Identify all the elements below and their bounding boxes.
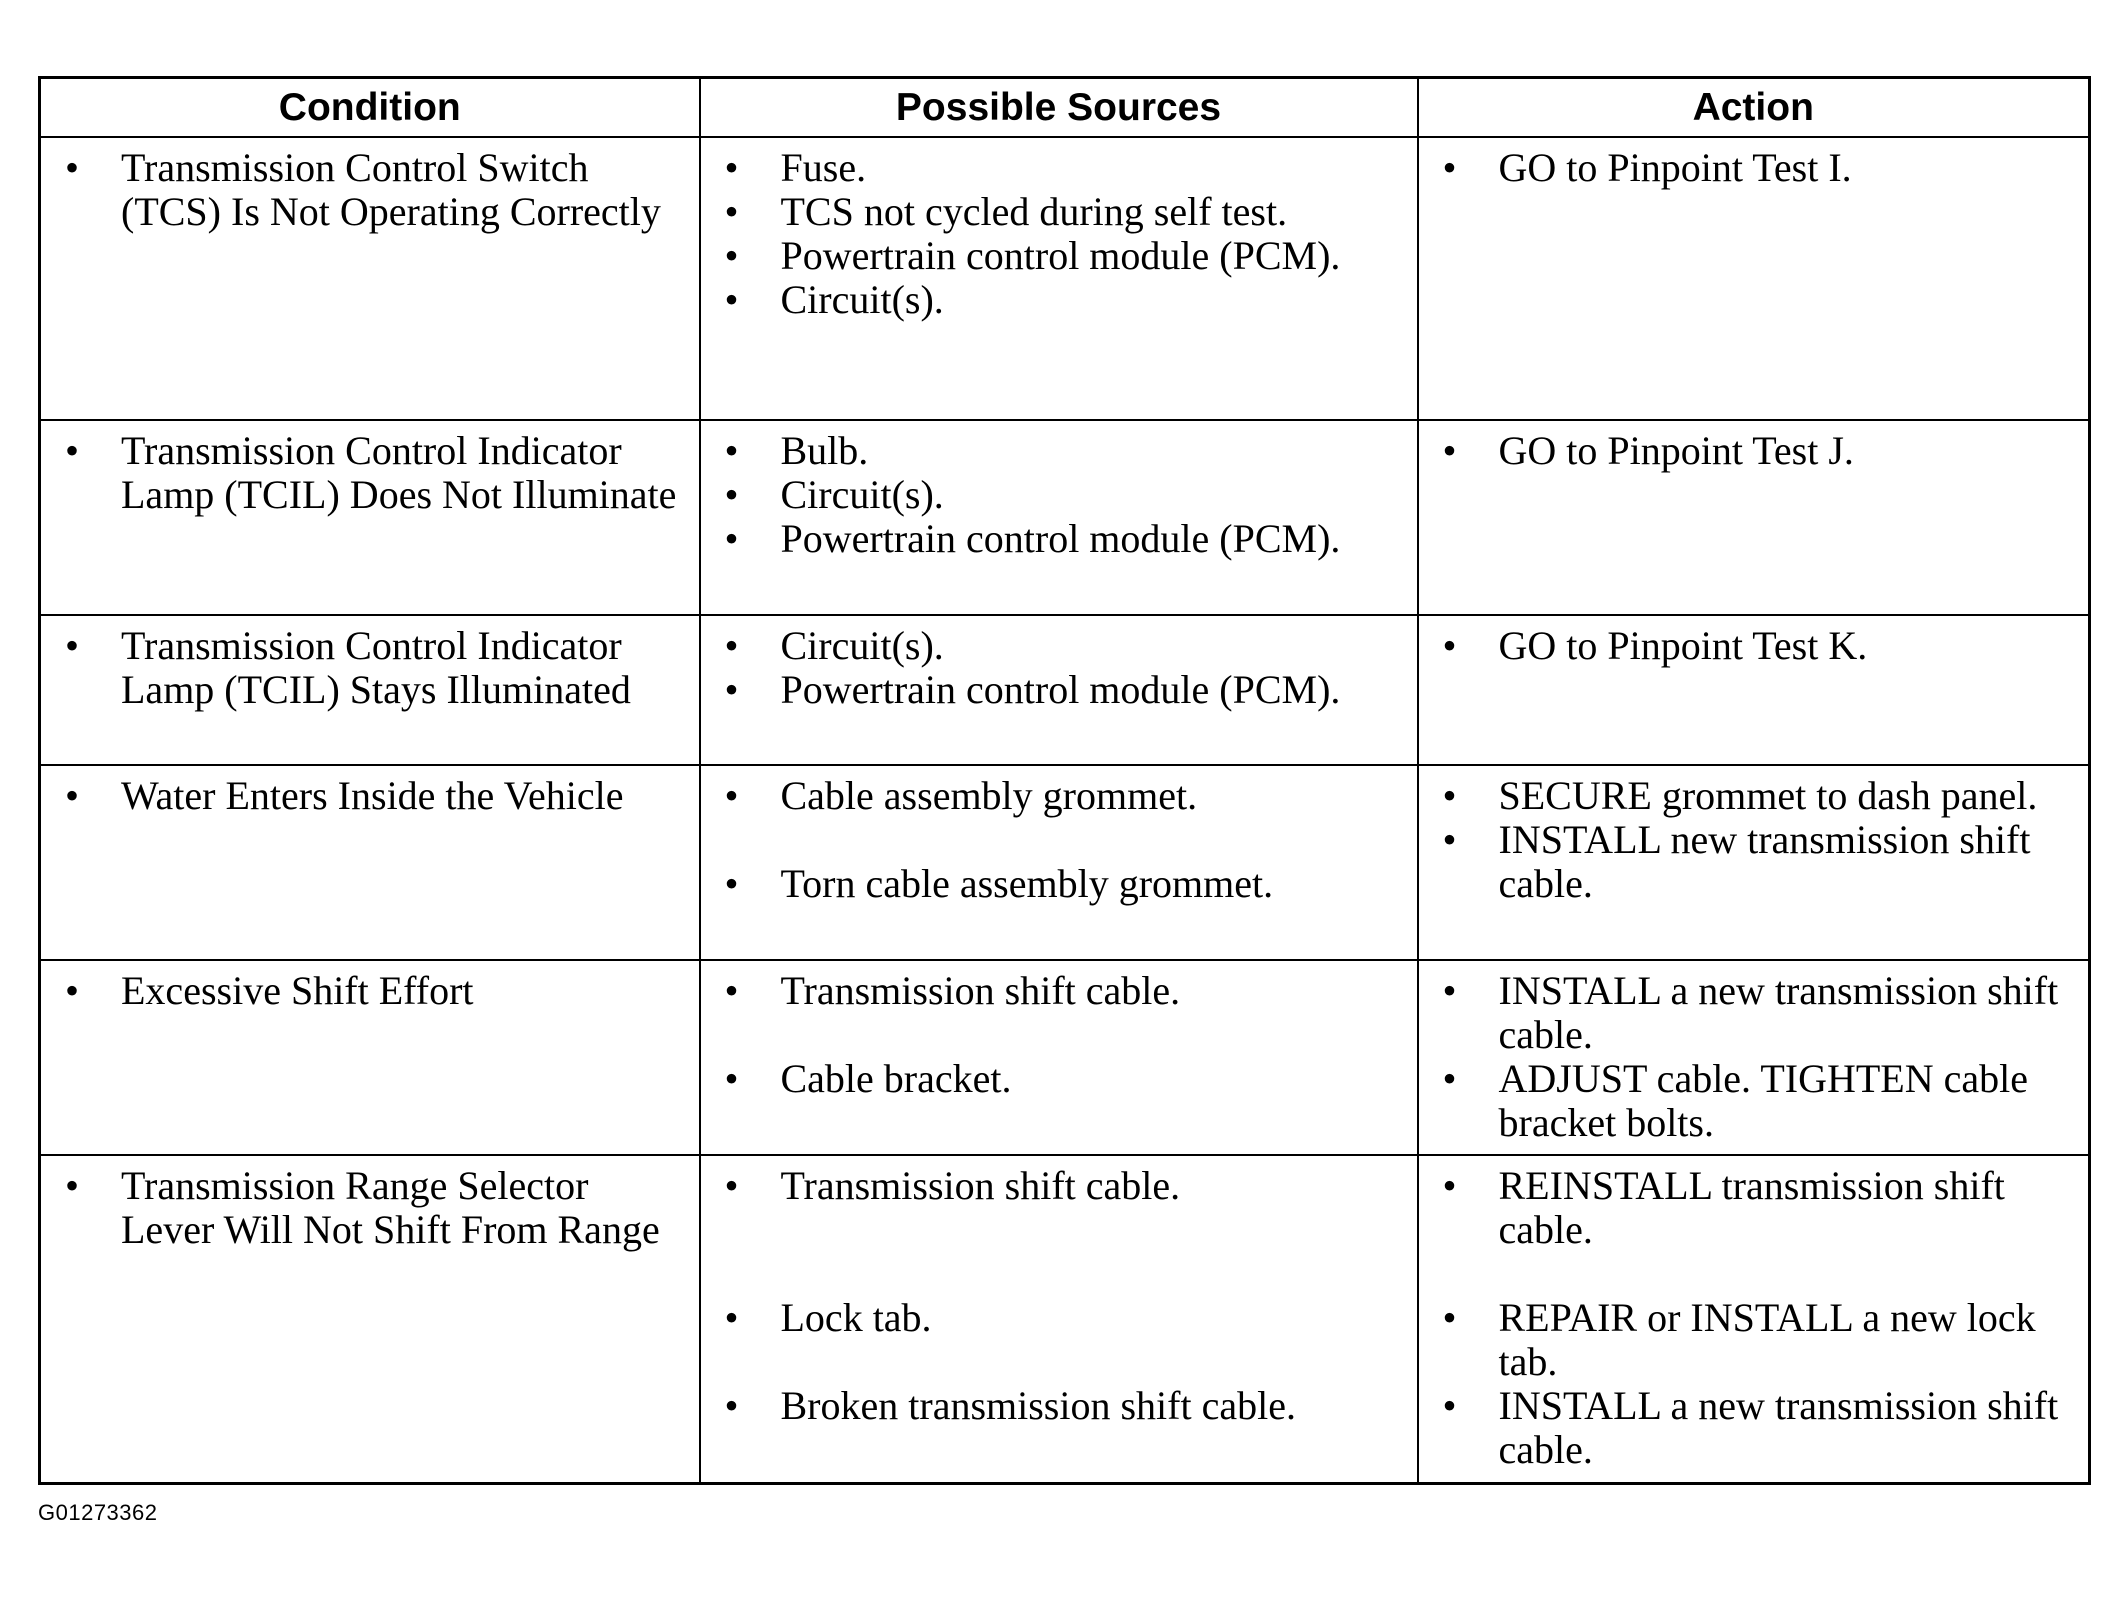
condition-cell <box>40 420 700 615</box>
action-item: • INSTALL new transmission shift cable. <box>1431 818 2077 906</box>
table-row <box>40 1155 2090 1483</box>
condition-text: • Water Enters Inside the Vehicle <box>53 774 687 818</box>
action-cell <box>1418 137 2090 420</box>
source-item: • Cable bracket. <box>713 1057 1405 1101</box>
header-possible-sources: Possible Sources <box>700 78 1418 138</box>
action-cell <box>1418 420 2090 615</box>
header-action: Action <box>1418 78 2090 138</box>
action-item: • SECURE grommet to dash panel. <box>1431 774 2077 818</box>
source-item: • Lock tab. <box>713 1296 1405 1340</box>
source-item: • TCS not cycled during self test. <box>713 190 1405 234</box>
condition-text: • Transmission Range Selector Lever Will Not Shift From Range <box>53 1164 687 1252</box>
action-item: • REPAIR or INSTALL a new lock tab. <box>1431 1296 2077 1384</box>
condition-cell <box>40 1155 700 1483</box>
diagnosis-table <box>38 76 2091 1485</box>
sources-cell <box>700 765 1418 960</box>
condition-text: • Transmission Control Indicator Lamp (TCIL) Does Not Illuminate <box>53 429 687 517</box>
source-item: • Bulb. <box>713 429 1405 473</box>
table-row <box>40 137 2090 420</box>
source-item: • Broken transmission shift cable. <box>713 1384 1405 1428</box>
source-item: • Powertrain control module (PCM). <box>713 668 1405 712</box>
action-cell <box>1418 960 2090 1155</box>
figure-id: G01273362 <box>38 1500 158 1525</box>
source-item: • Fuse. <box>713 146 1405 190</box>
action-item: • INSTALL a new transmission shift cable. <box>1431 969 2077 1057</box>
condition-cell <box>40 765 700 960</box>
action-item: • GO to Pinpoint Test J. <box>1431 429 2077 473</box>
action-item: • REINSTALL transmission shift cable. <box>1431 1164 2077 1252</box>
action-item: • GO to Pinpoint Test I. <box>1431 146 2077 190</box>
table-row <box>40 765 2090 960</box>
condition-cell <box>40 960 700 1155</box>
source-item: • Transmission shift cable. <box>713 969 1405 1013</box>
action-cell <box>1418 1155 2090 1483</box>
source-item: • Cable assembly grommet. <box>713 774 1405 818</box>
header-row <box>40 78 2090 138</box>
action-cell <box>1418 615 2090 765</box>
source-item: • Powertrain control module (PCM). <box>713 234 1405 278</box>
sources-cell <box>700 420 1418 615</box>
table-row <box>40 420 2090 615</box>
sources-cell <box>700 1155 1418 1483</box>
source-item: • Transmission shift cable. <box>713 1164 1405 1208</box>
table-row <box>40 960 2090 1155</box>
table-row <box>40 615 2090 765</box>
condition-text: • Excessive Shift Effort <box>53 969 687 1013</box>
source-item: • Torn cable assembly grommet. <box>713 862 1405 906</box>
action-item: • GO to Pinpoint Test K. <box>1431 624 2077 668</box>
condition-cell <box>40 137 700 420</box>
action-item: • INSTALL a new transmission shift cable. <box>1431 1384 2077 1472</box>
condition-text: • Transmission Control Switch (TCS) Is Not Operating Correctly <box>53 146 687 234</box>
source-item: • Circuit(s). <box>713 624 1405 668</box>
source-item: • Circuit(s). <box>713 278 1405 322</box>
sources-cell <box>700 615 1418 765</box>
condition-cell <box>40 615 700 765</box>
condition-text: • Transmission Control Indicator Lamp (TCIL) Stays Illuminated <box>53 624 687 712</box>
action-cell <box>1418 765 2090 960</box>
source-item: • Circuit(s). <box>713 473 1405 517</box>
sources-cell <box>700 960 1418 1155</box>
header-condition: Condition <box>40 78 700 138</box>
action-item: • ADJUST cable. TIGHTEN cable bracket bolts. <box>1431 1057 2077 1145</box>
sources-cell <box>700 137 1418 420</box>
source-item: • Powertrain control module (PCM). <box>713 517 1405 561</box>
